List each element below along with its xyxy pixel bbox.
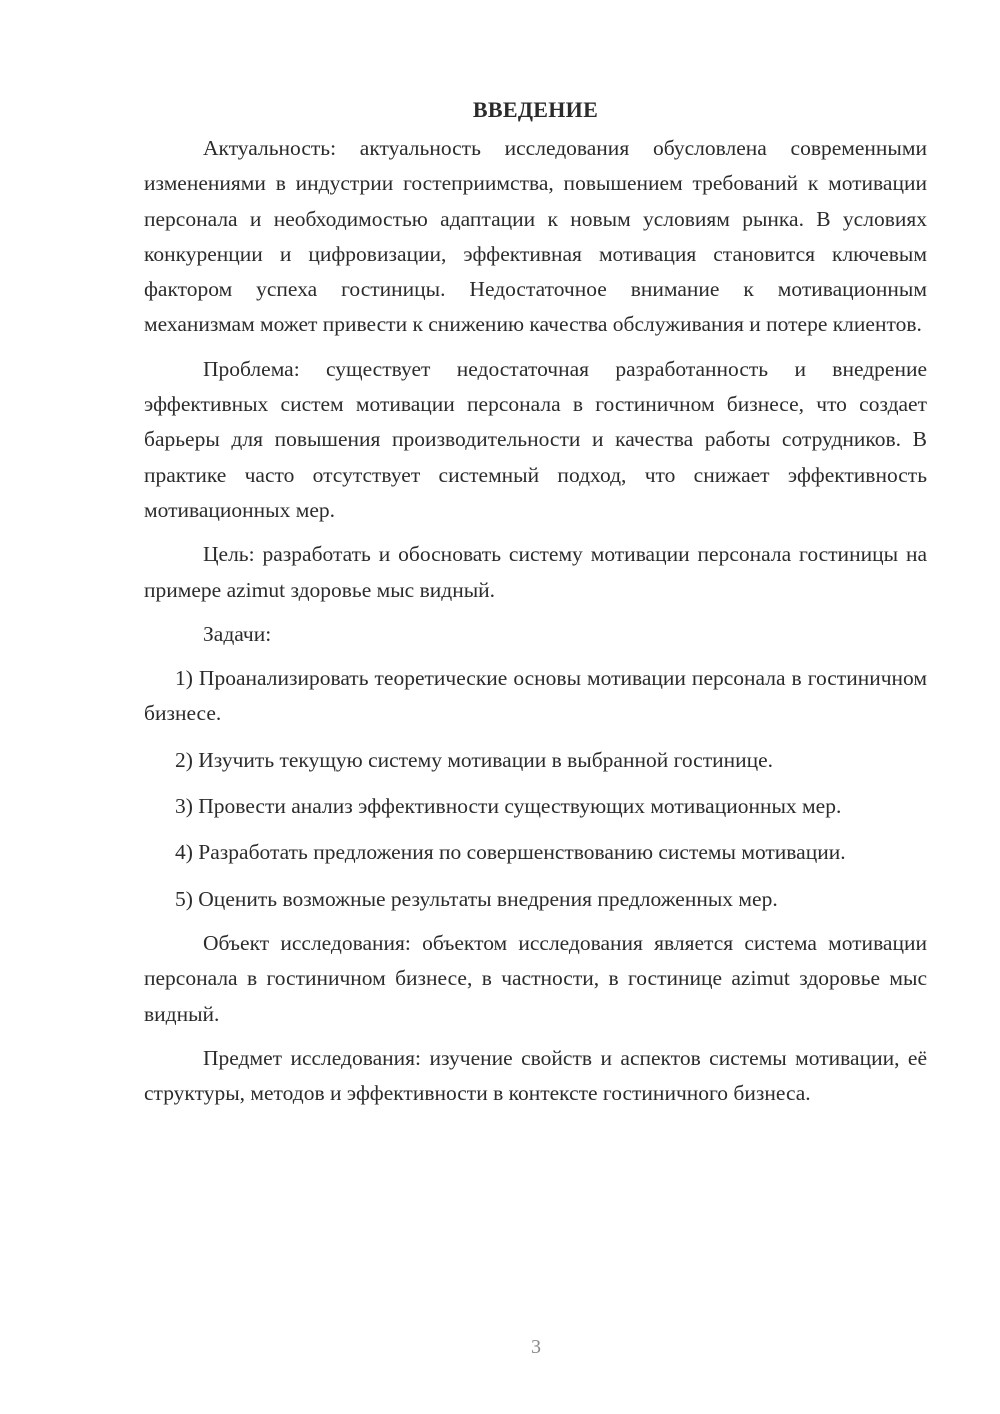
task-item-2: 2) Изучить текущую систему мотивации в выбранной гостинице. [175, 747, 774, 772]
task-item-5: 5) Оценить возможные результаты внедрения предложенных мер. [175, 886, 778, 911]
task-item-4: 4) Разработать предложения по совершенствованию системы мотивации. [175, 840, 846, 865]
section-title: ВВЕДЕНИЕ [472, 97, 599, 122]
task-item-1: 1) Проанализировать теоретические основы мотивации персонала в гостиничном бизнесе. [144, 666, 927, 726]
document-page [144, 95, 927, 1111]
object-paragraph: Объект исследования: объектом исследования является система мотивации персонала в гостиничном бизнесе, в частности, в гостинице azimut здоровье мыс видный. [144, 930, 927, 1026]
subject-paragraph: Предмет исследования: изучение свойств и аспектов системы мотивации, её структуры, методов и эффективности в контексте гостиничного бизнеса. [144, 1045, 927, 1106]
relevance-paragraph: Актуальность: актуальность исследования обусловлена современными изменениями в индустрии гостеприимства, повышением требований к мотивации персонала и необходимостью адаптации к новым условиям рынка. В условиях конкуренции и цифровизации, эффективная мотивация становится ключевым фактором успеха гостиницы. Недостаточное внимание к мотивационным механизмам может привести к снижению качества обслуживания и потере клиентов. [144, 136, 927, 337]
page-number: 3 [531, 1336, 541, 1358]
problem-paragraph: Проблема: существует недостаточная разработанность и внедрение эффективных систем мотивации персонала в гостиничном бизнесе, что создает барьеры для повышения производительности и качества работы сотрудников. В практике часто отсутствует системный подход, что снижает эффективность мотивационных мер. [144, 356, 927, 522]
tasks-heading: Задачи: [203, 621, 272, 646]
task-item-3: 3) Провести анализ эффективности существующих мотивационных мер. [175, 794, 842, 819]
goal-paragraph: Цель: разработать и обосновать систему мотивации персонала гостиницы на примере azimut здоровье мыс видный. [144, 542, 927, 602]
